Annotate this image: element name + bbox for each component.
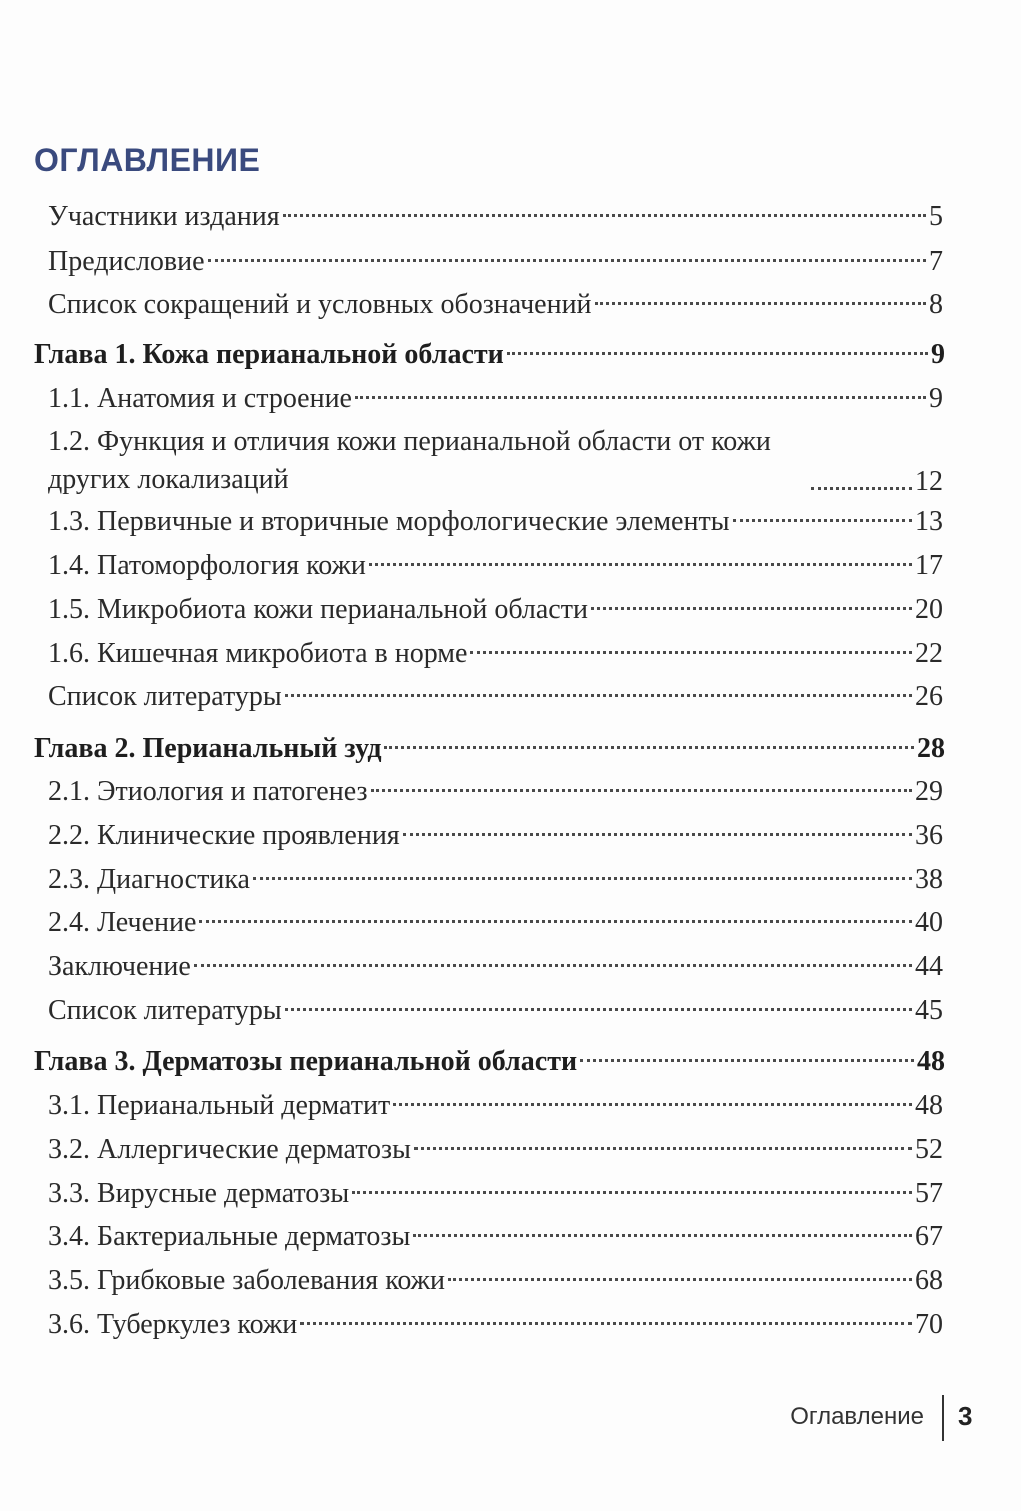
- toc-entry-title: Список сокращений и условных обозначений: [48, 289, 592, 320]
- toc-entry-title: Заключение: [48, 951, 191, 982]
- toc-entry-page: 57: [915, 1178, 943, 1209]
- dot-leader: [384, 746, 914, 749]
- toc-entry: [48, 593, 943, 627]
- toc-entry: [48, 906, 943, 940]
- toc-entry-title: 3.2. Аллергические дерматозы: [48, 1134, 411, 1165]
- toc-entry-page: 40: [915, 907, 943, 938]
- toc-entry: [48, 819, 943, 853]
- toc-entry-title: Список литературы: [48, 995, 282, 1026]
- toc-entry-title: 1.4. Патоморфология кожи: [48, 550, 366, 581]
- toc-entry-title: 1.3. Первичные и вторичные морфологические элементы: [48, 506, 730, 537]
- toc-chapter: [34, 732, 945, 766]
- toc-entry: [48, 1220, 943, 1254]
- toc-entry-title: 2.1. Этиология и патогенез: [48, 776, 368, 807]
- toc-entry-title: Список литературы: [48, 681, 282, 712]
- toc-entry-page: 44: [915, 951, 943, 982]
- toc-entry-title: Предисловие: [48, 246, 205, 277]
- toc-chapter: [34, 338, 945, 372]
- toc-entry-page: 22: [915, 638, 943, 669]
- toc-entry-page: 9: [929, 383, 943, 414]
- toc-entry-page: 45: [915, 995, 943, 1026]
- dot-leader: [369, 563, 912, 566]
- toc-entry-page: 12: [915, 466, 943, 497]
- toc-entry-title: 2.3. Диагностика: [48, 864, 250, 895]
- toc-entry: [48, 994, 943, 1028]
- dot-leader: [253, 877, 912, 880]
- toc-entry: [48, 775, 943, 809]
- toc-entry-page: 13: [915, 506, 943, 537]
- toc-entry-page: 5: [929, 201, 943, 232]
- page-title: ОГЛАВЛЕНИЕ: [34, 142, 261, 178]
- toc-entry-page: 7: [929, 246, 943, 277]
- toc-entry-page: 48: [915, 1090, 943, 1121]
- dot-leader: [393, 1103, 912, 1106]
- toc-chapter: [34, 1045, 945, 1079]
- toc-entry: [48, 950, 943, 984]
- dot-leader: [591, 607, 912, 610]
- dot-leader: [285, 1008, 912, 1011]
- dot-leader: [595, 302, 926, 305]
- toc-entry-page: 52: [915, 1134, 943, 1165]
- toc-entry-page: 29: [915, 776, 943, 807]
- dot-leader: [403, 833, 912, 836]
- toc-chapter-title: Глава 1. Кожа перианальной области: [34, 339, 504, 370]
- dot-leader: [285, 694, 912, 697]
- toc-entry: [48, 1133, 943, 1167]
- dot-leader: [580, 1059, 914, 1062]
- toc-entry-page: 20: [915, 594, 943, 625]
- toc-entry: [48, 680, 943, 714]
- toc-entry: [48, 1264, 943, 1298]
- toc-entry-page: 38: [915, 864, 943, 895]
- toc-chapter-page: 9: [931, 339, 945, 370]
- toc-entry-title: 1.1. Анатомия и строение: [48, 383, 352, 414]
- toc-entry: [48, 288, 943, 322]
- toc-entry: [48, 549, 943, 583]
- toc-entry-title: 1.6. Кишечная микробиота в норме: [48, 638, 468, 669]
- toc-entry: [48, 505, 943, 539]
- dot-leader: [470, 651, 912, 654]
- toc-entry-title: 3.1. Перианальный дерматит: [48, 1090, 391, 1121]
- toc-entry-page: 8: [929, 289, 943, 320]
- toc-entry: [48, 1177, 943, 1211]
- dot-leader: [413, 1234, 912, 1237]
- toc-entry-page: 26: [915, 681, 943, 712]
- toc-entry-page: 67: [915, 1221, 943, 1252]
- page-number: 3: [958, 1401, 973, 1431]
- toc-entry: [48, 863, 943, 897]
- toc-entry: [48, 1089, 943, 1123]
- toc-entry: [48, 382, 943, 416]
- toc-entry-title: 1.2. Функция и отличия кожи перианальной области от кожи других локализаций: [48, 426, 771, 495]
- dot-leader: [199, 920, 912, 923]
- dot-leader: [448, 1278, 912, 1281]
- dot-leader: [283, 214, 926, 217]
- toc-chapter-page: 28: [917, 733, 945, 764]
- dot-leader: [300, 1322, 912, 1325]
- toc-entry-title: 2.2. Клинические проявления: [48, 820, 400, 851]
- dot-leader: [352, 1191, 912, 1194]
- toc-entry-title: 3.5. Грибковые заболевания кожи: [48, 1265, 446, 1296]
- toc-entry-page: 70: [915, 1309, 943, 1340]
- toc-chapter-title: Глава 3. Дерматозы перианальной области: [34, 1046, 578, 1077]
- footer-divider: [942, 1395, 944, 1441]
- toc-entry-page: 68: [915, 1265, 943, 1296]
- toc-chapter-title: Глава 2. Перианальный зуд: [34, 733, 382, 764]
- toc-entry: [48, 637, 943, 671]
- toc-entry: [48, 200, 943, 234]
- dot-leader: [194, 964, 912, 967]
- toc-entry-title: 3.6. Туберкулез кожи: [48, 1309, 298, 1340]
- toc-entry: [48, 423, 943, 499]
- dot-leader: [355, 396, 926, 399]
- toc-chapter-page: 48: [917, 1046, 945, 1077]
- toc-entry-page: 17: [915, 550, 943, 581]
- dot-leader: [733, 519, 912, 522]
- toc-entry-title: 2.4. Лечение: [48, 907, 197, 938]
- dot-leader: [811, 487, 912, 490]
- toc-entry-title: 3.4. Бактериальные дерматозы: [48, 1221, 411, 1252]
- toc-entry-title: Участники издания: [48, 201, 280, 232]
- dot-leader: [414, 1147, 912, 1150]
- dot-leader: [371, 789, 912, 792]
- toc-entry: [48, 1308, 943, 1342]
- toc-entry-page: 36: [915, 820, 943, 851]
- page-footer: [0, 1395, 1021, 1445]
- running-footer-section: Оглавление: [790, 1403, 924, 1430]
- toc-entry-title: 1.5. Микробиота кожи перианальной области: [48, 594, 588, 625]
- toc-entry-title: 3.3. Вирусные дерматозы: [48, 1178, 350, 1209]
- dot-leader: [208, 259, 926, 262]
- dot-leader: [507, 352, 928, 355]
- toc-entry: [48, 245, 943, 279]
